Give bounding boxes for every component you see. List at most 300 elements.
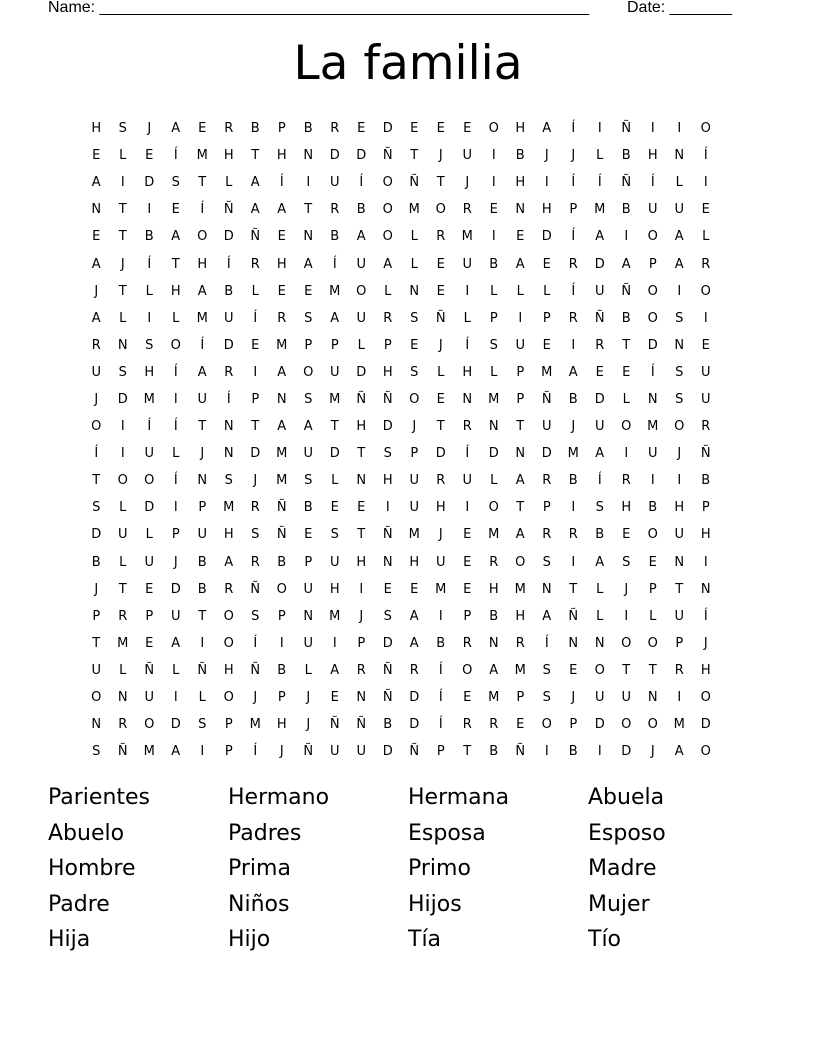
grid-row — [83, 250, 719, 277]
grid-letter: A — [674, 256, 684, 272]
grid-letter: A — [277, 419, 287, 435]
grid-letter: J — [703, 635, 708, 651]
grid-letter: Ñ — [382, 690, 393, 706]
grid-letter: R — [568, 527, 578, 543]
grid-letter: O — [435, 202, 446, 218]
grid-letter: T — [118, 202, 127, 218]
grid-letter: H — [488, 581, 499, 597]
word-list-item: Hijo — [228, 927, 271, 952]
grid-letter: R — [356, 662, 366, 678]
grid-letter: E — [436, 391, 445, 407]
grid-letter: Í — [571, 121, 576, 137]
grid-letter: N — [223, 419, 234, 435]
grid-letter: H — [647, 148, 658, 164]
grid-letter: Í — [465, 446, 470, 462]
grid-letter: R — [118, 608, 128, 624]
grid-letter: J — [438, 527, 443, 543]
grid-letter: D — [144, 500, 155, 516]
grid-letter: L — [119, 500, 127, 516]
grid-letter: D — [594, 391, 605, 407]
grid-letter: U — [197, 527, 207, 543]
grid-letter: B — [383, 717, 393, 733]
grid-letter: A — [277, 364, 287, 380]
grid-letter: Ñ — [250, 581, 261, 597]
grid-letter: R — [250, 256, 260, 272]
grid-letter: Ñ — [382, 148, 393, 164]
grid-letter: E — [198, 121, 207, 137]
grid-letter: H — [700, 527, 711, 543]
grid-letter: Ñ — [515, 744, 526, 760]
grid-letter: M — [196, 310, 208, 326]
grid-letter: E — [463, 554, 472, 570]
grid-letter: A — [91, 310, 101, 326]
grid-letter: Ñ — [382, 527, 393, 543]
grid-letter: L — [490, 473, 498, 489]
grid-letter: L — [410, 256, 418, 272]
grid-letter: E — [330, 690, 339, 706]
grid-letter: E — [622, 527, 631, 543]
grid-letter: S — [383, 446, 392, 462]
grid-letter: A — [489, 662, 499, 678]
grid-letter: O — [382, 202, 393, 218]
grid-letter: H — [356, 554, 367, 570]
grid-letter: Í — [465, 337, 470, 353]
grid-letter: P — [198, 500, 207, 516]
grid-letter: P — [277, 121, 286, 137]
grid-letter: P — [145, 608, 154, 624]
grid-letter: N — [674, 148, 685, 164]
grid-letter: N — [515, 446, 526, 462]
grid-letter: M — [117, 635, 129, 651]
grid-letter: I — [491, 229, 496, 245]
grid-letter: N — [117, 337, 128, 353]
grid-letter: O — [356, 283, 367, 299]
grid-letter: M — [435, 581, 447, 597]
grid-letter: S — [92, 500, 101, 516]
grid-letter: Ñ — [250, 229, 261, 245]
grid-letter: I — [571, 337, 576, 353]
grid-letter: D — [594, 717, 605, 733]
grid-letter: I — [306, 175, 311, 191]
grid-letter: Í — [94, 446, 99, 462]
grid-letter: P — [357, 635, 366, 651]
grid-letter: S — [542, 690, 551, 706]
grid-letter: O — [621, 419, 632, 435]
grid-letter: E — [569, 662, 578, 678]
grid-letter: B — [515, 148, 525, 164]
grid-letter: L — [622, 391, 630, 407]
grid-letter: D — [382, 744, 393, 760]
grid-letter: M — [223, 500, 235, 516]
grid-letter: M — [673, 717, 685, 733]
grid-letter: I — [173, 690, 178, 706]
grid-letter: L — [119, 310, 127, 326]
word-list — [48, 780, 768, 958]
grid-letter: T — [198, 419, 207, 435]
grid-letter: A — [197, 283, 207, 299]
grid-letter: P — [675, 635, 684, 651]
grid-letter: S — [675, 391, 684, 407]
grid-letter: A — [542, 608, 552, 624]
grid-letter: I — [120, 419, 125, 435]
grid-letter: U — [594, 283, 605, 299]
grid-letter: Í — [650, 175, 655, 191]
grid-letter: M — [276, 446, 288, 462]
grid-letter: A — [595, 554, 605, 570]
grid-letter: B — [197, 554, 207, 570]
grid-letter: R — [489, 554, 499, 570]
grid-letter: Í — [438, 717, 443, 733]
grid-letter: J — [359, 608, 364, 624]
word-list-item: Esposa — [408, 820, 486, 846]
grid-letter: E — [622, 364, 631, 380]
grid-letter: U — [91, 364, 101, 380]
grid-letter: D — [382, 419, 393, 435]
grid-letter: B — [144, 229, 154, 245]
grid-letter: U — [303, 446, 313, 462]
grid-letter: D — [170, 581, 181, 597]
grid-letter: Í — [200, 202, 205, 218]
grid-letter: E — [436, 256, 445, 272]
word-list-item: Parientes — [48, 785, 151, 810]
grid-letter: N — [117, 690, 128, 706]
grid-letter: S — [92, 744, 101, 760]
grid-letter: S — [224, 473, 233, 489]
grid-letter: Ñ — [409, 175, 420, 191]
grid-letter: I — [147, 202, 152, 218]
grid-letter: U — [647, 202, 658, 218]
grid-letter: I — [173, 391, 178, 407]
grid-letter: P — [463, 608, 472, 624]
grid-letter: A — [171, 635, 181, 651]
grid-letter: B — [197, 581, 207, 597]
grid-letter: E — [595, 364, 604, 380]
grid-letter: H — [223, 662, 234, 678]
grid-letter: L — [463, 310, 471, 326]
grid-letter: J — [677, 446, 682, 462]
grid-letter: P — [542, 310, 551, 326]
grid-letter: T — [410, 148, 419, 164]
grid-letter: N — [594, 635, 605, 651]
grid-row — [83, 305, 719, 332]
grid-letter: J — [200, 446, 205, 462]
grid-letter: N — [700, 581, 711, 597]
grid-letter: R — [277, 310, 287, 326]
grid-letter: O — [144, 717, 155, 733]
grid-letter: E — [516, 717, 525, 733]
grid-letter: U — [541, 419, 552, 435]
word-search-grid — [83, 115, 719, 765]
grid-row — [83, 630, 719, 657]
grid-letter: L — [596, 581, 604, 597]
grid-letter: P — [516, 364, 525, 380]
grid-letter: U — [303, 635, 313, 651]
grid-letter: B — [568, 744, 578, 760]
grid-letter: E — [410, 121, 419, 137]
grid-letter: E — [410, 337, 419, 353]
grid-letter: D — [250, 446, 261, 462]
grid-letter: D — [435, 446, 446, 462]
grid-letter: P — [277, 608, 286, 624]
grid-letter: B — [621, 310, 631, 326]
grid-letter: R — [250, 554, 260, 570]
grid-letter: U — [435, 554, 446, 570]
grid-letter: E — [383, 581, 392, 597]
grid-letter: U — [91, 662, 101, 678]
grid-letter: A — [171, 229, 181, 245]
grid-letter: E — [701, 337, 710, 353]
grid-letter: J — [94, 283, 99, 299]
grid-letter: U — [197, 391, 207, 407]
grid-letter: A — [197, 364, 207, 380]
grid-letter: R — [462, 635, 472, 651]
grid-letter: H — [197, 256, 208, 272]
grid-letter: U — [329, 364, 340, 380]
grid-letter: I — [571, 554, 576, 570]
grid-letter: H — [541, 202, 552, 218]
grid-letter: I — [173, 500, 178, 516]
grid-letter: S — [410, 364, 419, 380]
grid-letter: Ñ — [223, 202, 234, 218]
grid-letter: D — [488, 446, 499, 462]
grid-letter: O — [647, 283, 658, 299]
grid-letter: M — [276, 473, 288, 489]
grid-letter: B — [330, 229, 340, 245]
grid-letter: Ñ — [117, 744, 128, 760]
grid-letter: R — [568, 310, 578, 326]
grid-letter: M — [488, 690, 500, 706]
grid-letter: E — [410, 581, 419, 597]
grid-letter: P — [436, 744, 445, 760]
grid-letter: E — [516, 229, 525, 245]
grid-letter: P — [330, 337, 339, 353]
grid-letter: J — [544, 148, 549, 164]
grid-letter: P — [304, 554, 313, 570]
grid-letter: Ñ — [594, 310, 605, 326]
grid-letter: S — [145, 337, 154, 353]
grid-letter: A — [409, 635, 419, 651]
grid-letter: D — [356, 148, 367, 164]
grid-letter: I — [703, 175, 708, 191]
grid-letter: M — [567, 446, 579, 462]
word-list-item: Esposo — [588, 820, 666, 846]
grid-row — [83, 549, 719, 576]
grid-letter: U — [329, 554, 340, 570]
grid-letter: Ñ — [356, 391, 367, 407]
grid-letter: N — [197, 473, 208, 489]
grid-letter: O — [647, 229, 658, 245]
grid-letter: N — [356, 473, 367, 489]
grid-letter: U — [170, 608, 181, 624]
grid-letter: P — [92, 608, 101, 624]
grid-letter: Ñ — [144, 662, 155, 678]
grid-letter: O — [647, 310, 658, 326]
grid-letter: B — [701, 473, 711, 489]
grid-letter: B — [489, 256, 499, 272]
grid-letter: R — [462, 419, 472, 435]
grid-letter: S — [489, 337, 498, 353]
grid-letter: Í — [332, 256, 337, 272]
grid-letter: S — [410, 310, 419, 326]
grid-letter: O — [382, 175, 393, 191]
grid-letter: T — [118, 283, 127, 299]
grid-letter: Í — [147, 419, 152, 435]
grid-letter: Í — [147, 256, 152, 272]
grid-letter: U — [329, 744, 340, 760]
grid-letter: A — [674, 744, 684, 760]
grid-letter: U — [674, 202, 684, 218]
grid-letter: Ñ — [276, 500, 287, 516]
grid-letter: D — [541, 229, 552, 245]
grid-letter: J — [173, 554, 178, 570]
grid-letter: I — [677, 283, 682, 299]
grid-letter: U — [356, 744, 366, 760]
grid-letter: P — [224, 717, 233, 733]
grid-letter: A — [250, 202, 260, 218]
grid-letter: N — [356, 690, 367, 706]
grid-letter: E — [92, 229, 101, 245]
grid-letter: L — [490, 364, 498, 380]
grid-letter: J — [306, 690, 311, 706]
grid-letter: T — [198, 608, 207, 624]
grid-letter: O — [409, 391, 420, 407]
grid-letter: J — [650, 744, 655, 760]
grid-letter: Í — [597, 473, 602, 489]
grid-letter: T — [92, 473, 101, 489]
grid-letter: I — [624, 446, 629, 462]
grid-letter: S — [542, 554, 551, 570]
grid-letter: Ñ — [197, 662, 208, 678]
grid-letter: Í — [173, 473, 178, 489]
grid-letter: Í — [279, 175, 284, 191]
grid-row — [83, 440, 719, 467]
grid-letter: B — [436, 635, 446, 651]
grid-letter: H — [700, 662, 711, 678]
grid-letter: J — [306, 717, 311, 733]
grid-letter: S — [251, 527, 260, 543]
grid-letter: M — [514, 662, 526, 678]
grid-letter: B — [277, 554, 287, 570]
grid-letter: Í — [253, 635, 258, 651]
grid-letter: U — [409, 473, 419, 489]
grid-letter: T — [118, 581, 127, 597]
grid-row — [83, 684, 719, 711]
grid-letter: U — [462, 256, 472, 272]
grid-letter: O — [117, 473, 128, 489]
grid-letter: H — [515, 121, 526, 137]
grid-letter: M — [408, 202, 420, 218]
grid-letter: Í — [571, 175, 576, 191]
word-list-item: Niños — [228, 891, 290, 917]
grid-letter: N — [382, 554, 393, 570]
grid-letter: P — [383, 337, 392, 353]
grid-letter: I — [677, 121, 682, 137]
grid-letter: S — [622, 554, 631, 570]
grid-letter: O — [223, 635, 234, 651]
grid-letter: S — [118, 121, 127, 137]
grid-letter: U — [700, 364, 711, 380]
grid-letter: Í — [571, 283, 576, 299]
grid-letter: T — [436, 175, 445, 191]
word-list-item: Tío — [588, 927, 622, 952]
grid-letter: P — [569, 717, 578, 733]
grid-letter: T — [357, 527, 366, 543]
grid-letter: T — [516, 419, 525, 435]
grid-letter: Í — [200, 337, 205, 353]
grid-letter: J — [571, 148, 576, 164]
grid-letter: R — [330, 121, 340, 137]
grid-letter: O — [621, 717, 632, 733]
grid-letter: E — [171, 202, 180, 218]
grid-letter: N — [462, 391, 473, 407]
grid-letter: M — [276, 337, 288, 353]
grid-letter: L — [410, 229, 418, 245]
grid-letter: N — [276, 391, 287, 407]
grid-letter: O — [488, 500, 499, 516]
grid-letter: U — [594, 690, 605, 706]
grid-letter: Í — [703, 148, 708, 164]
grid-letter: T — [357, 446, 366, 462]
grid-letter: U — [303, 581, 313, 597]
grid-letter: R — [568, 256, 578, 272]
grid-letter: L — [198, 690, 206, 706]
grid-row — [83, 603, 719, 630]
grid-letter: A — [409, 608, 419, 624]
grid-letter: T — [330, 419, 339, 435]
grid-letter: U — [674, 527, 684, 543]
grid-letter: I — [703, 554, 708, 570]
grid-letter: Ñ — [329, 717, 340, 733]
grid-row — [83, 711, 719, 738]
grid-letter: B — [595, 527, 605, 543]
grid-letter: E — [436, 283, 445, 299]
grid-letter: P — [251, 391, 260, 407]
grid-letter: J — [438, 148, 443, 164]
grid-letter: I — [677, 473, 682, 489]
grid-letter: P — [516, 690, 525, 706]
grid-letter: N — [488, 635, 499, 651]
grid-letter: N — [647, 391, 658, 407]
grid-letter: N — [303, 608, 314, 624]
grid-letter: H — [674, 500, 685, 516]
grid-letter: P — [489, 310, 498, 326]
grid-letter: Ñ — [382, 391, 393, 407]
grid-letter: L — [251, 283, 259, 299]
grid-letter: D — [223, 229, 234, 245]
grid-letter: N — [674, 337, 685, 353]
grid-letter: A — [542, 121, 552, 137]
grid-letter: R — [330, 202, 340, 218]
grid-letter: R — [542, 527, 552, 543]
grid-row — [83, 196, 719, 223]
grid-letter: S — [383, 608, 392, 624]
grid-letter: M — [488, 391, 500, 407]
grid-letter: A — [224, 554, 234, 570]
grid-letter: Í — [226, 391, 231, 407]
grid-letter: M — [329, 283, 341, 299]
grid-letter: T — [648, 662, 657, 678]
grid-letter: L — [490, 283, 498, 299]
grid-letter: U — [356, 310, 366, 326]
word-list-item: Hija — [48, 927, 91, 952]
grid-letter: R — [383, 310, 393, 326]
grid-letter: P — [516, 391, 525, 407]
grid-letter: Í — [650, 364, 655, 380]
grid-letter: A — [91, 175, 101, 191]
grid-letter: N — [91, 202, 102, 218]
grid-letter: U — [621, 690, 631, 706]
grid-letter: B — [91, 554, 101, 570]
